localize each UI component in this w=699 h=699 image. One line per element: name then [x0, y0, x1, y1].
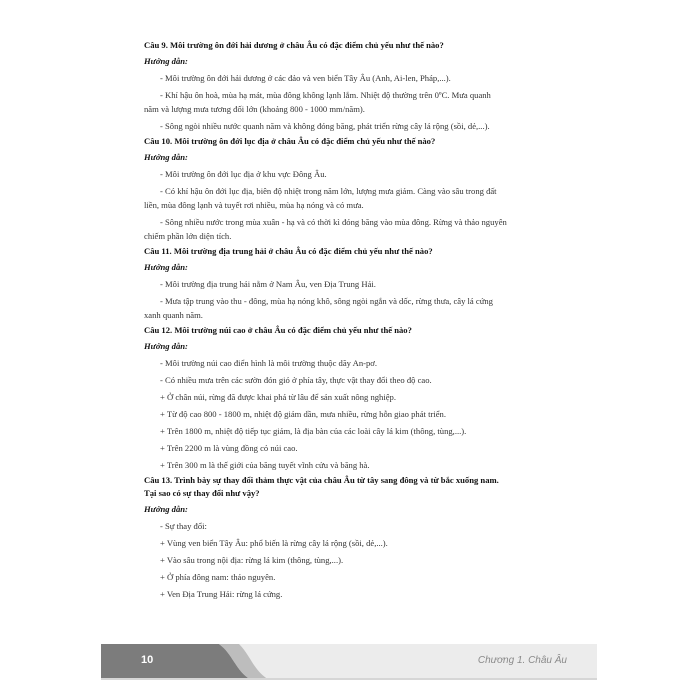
question-13-guide-label: Hướng dẫn:: [144, 504, 188, 514]
question-9-answer-line: - Khí hậu ôn hoà, mùa hạ mát, mùa đông không lạnh lắm. Nhiệt độ thường trên 0ºC. Mưa quanh: [160, 90, 491, 100]
question-11-answer-line: xanh quanh năm.: [144, 310, 203, 320]
page-number: 10: [141, 654, 154, 666]
question-9-answer-line: năm và lượng mưa tương đối lớn (khoảng 800 - 1000 mm/năm).: [144, 104, 365, 114]
question-12-bullet: + Trên 2200 m là vùng đồng cỏ núi cao.: [160, 443, 298, 453]
question-13-bullet: + Vào sâu trong nội địa: rừng lá kim (thông, tùng,...).: [160, 555, 344, 565]
question-11-answer-line: - Môi trường địa trung hải nằm ở Nam Âu, ven Địa Trung Hải.: [160, 279, 376, 289]
question-9-guide-label: Hướng dẫn:: [144, 56, 188, 66]
question-12-answer-line: - Có nhiều mưa trên các sườn đón gió ở phía tây, thực vật thay đổi theo độ cao.: [160, 375, 432, 385]
chapter-title: Chương 1. Châu Âu: [477, 655, 567, 666]
question-11-answer-line: - Mưa tập trung vào thu - đông, mùa hạ nóng khô, sông ngòi ngắn và dốc, rừng thưa, cây lá cứng: [160, 296, 493, 306]
page-footer: [101, 644, 597, 680]
question-10-answer-line: - Có khí hậu ôn đới lục địa, biên độ nhiệt trong năm lớn, lượng mưa giảm. Càng vào sâu trong đất: [160, 186, 497, 196]
page-content: [144, 36, 572, 600]
question-12-guide-label: Hướng dẫn:: [144, 341, 188, 351]
question-13-title-continued: Tại sao có sự thay đổi như vậy?: [144, 488, 260, 498]
question-10-title: Câu 10. Môi trường ôn đới lục địa ở châu Âu có đặc điểm chủ yếu như thế nào?: [144, 136, 436, 146]
question-9-answer-line: - Sông ngòi nhiều nước quanh năm và không đóng băng, phát triển rừng cây lá rộng (sồi, dẻ,...).: [160, 121, 490, 131]
question-12-answer-line: - Môi trường núi cao điển hình là môi trường thuộc dãy An-pơ.: [160, 358, 377, 368]
question-10-guide-label: Hướng dẫn:: [144, 152, 188, 162]
question-10-answer-line: - Sông nhiều nước trong mùa xuân - hạ và có thời kì đóng băng vào mùa đông. Rừng và thảo nguyên: [160, 217, 507, 227]
question-12-title: Câu 12. Môi trường núi cao ở châu Âu có đặc điểm chủ yếu như thế nào?: [144, 325, 412, 335]
question-12-bullet: + Từ độ cao 800 - 1800 m, nhiệt độ giảm dần, mưa nhiều, rừng hỗn giao phát triển.: [160, 409, 446, 419]
question-12-bullet: + Trên 300 m là thế giới của băng tuyết vĩnh cửu và băng hà.: [160, 460, 370, 470]
question-9-answer-line: - Môi trường ôn đới hải dương ở các đảo và ven biển Tây Âu (Anh, Ai-len, Pháp,...).: [160, 73, 451, 83]
question-13-title: Câu 13. Trình bày sự thay đổi thảm thực vật của châu Âu từ tây sang đông và từ bắc xuống nam.: [144, 475, 499, 485]
question-12-bullet: + Trên 1800 m, nhiệt độ tiếp tục giảm, là địa bàn của các loài cây lá kim (thông, tùng,...).: [160, 426, 467, 436]
question-13-answer-line: - Sự thay đổi:: [160, 521, 207, 531]
question-11-guide-label: Hướng dẫn:: [144, 262, 188, 272]
question-10-answer-line: - Môi trường ôn đới lục địa ở khu vực Đông Âu.: [160, 169, 327, 179]
question-13-bullet: + Vùng ven biển Tây Âu: phổ biến là rừng cây lá rộng (sồi, dẻ,...).: [160, 538, 388, 548]
question-11-title: Câu 11. Môi trường địa trung hải ở châu Âu có đặc điểm chủ yếu như thế nào?: [144, 246, 433, 256]
question-9-title: Câu 9. Môi trường ôn đới hải dương ở châu Âu có đặc điểm chủ yếu như thế nào?: [144, 40, 444, 50]
question-13-bullet: + Ven Địa Trung Hải: rừng lá cứng.: [160, 589, 283, 599]
question-13-bullet: + Ở phía đông nam: thảo nguyên.: [160, 572, 276, 582]
question-12-bullet: + Ở chân núi, rừng đã được khai phá từ lâu để sản xuất nông nghiệp.: [160, 392, 397, 402]
question-10-answer-line: liền, mùa đông lạnh và tuyết rơi nhiều, mùa hạ nóng và có mưa.: [144, 200, 364, 210]
question-10-answer-line: chiếm phần lớn diện tích.: [144, 231, 232, 241]
